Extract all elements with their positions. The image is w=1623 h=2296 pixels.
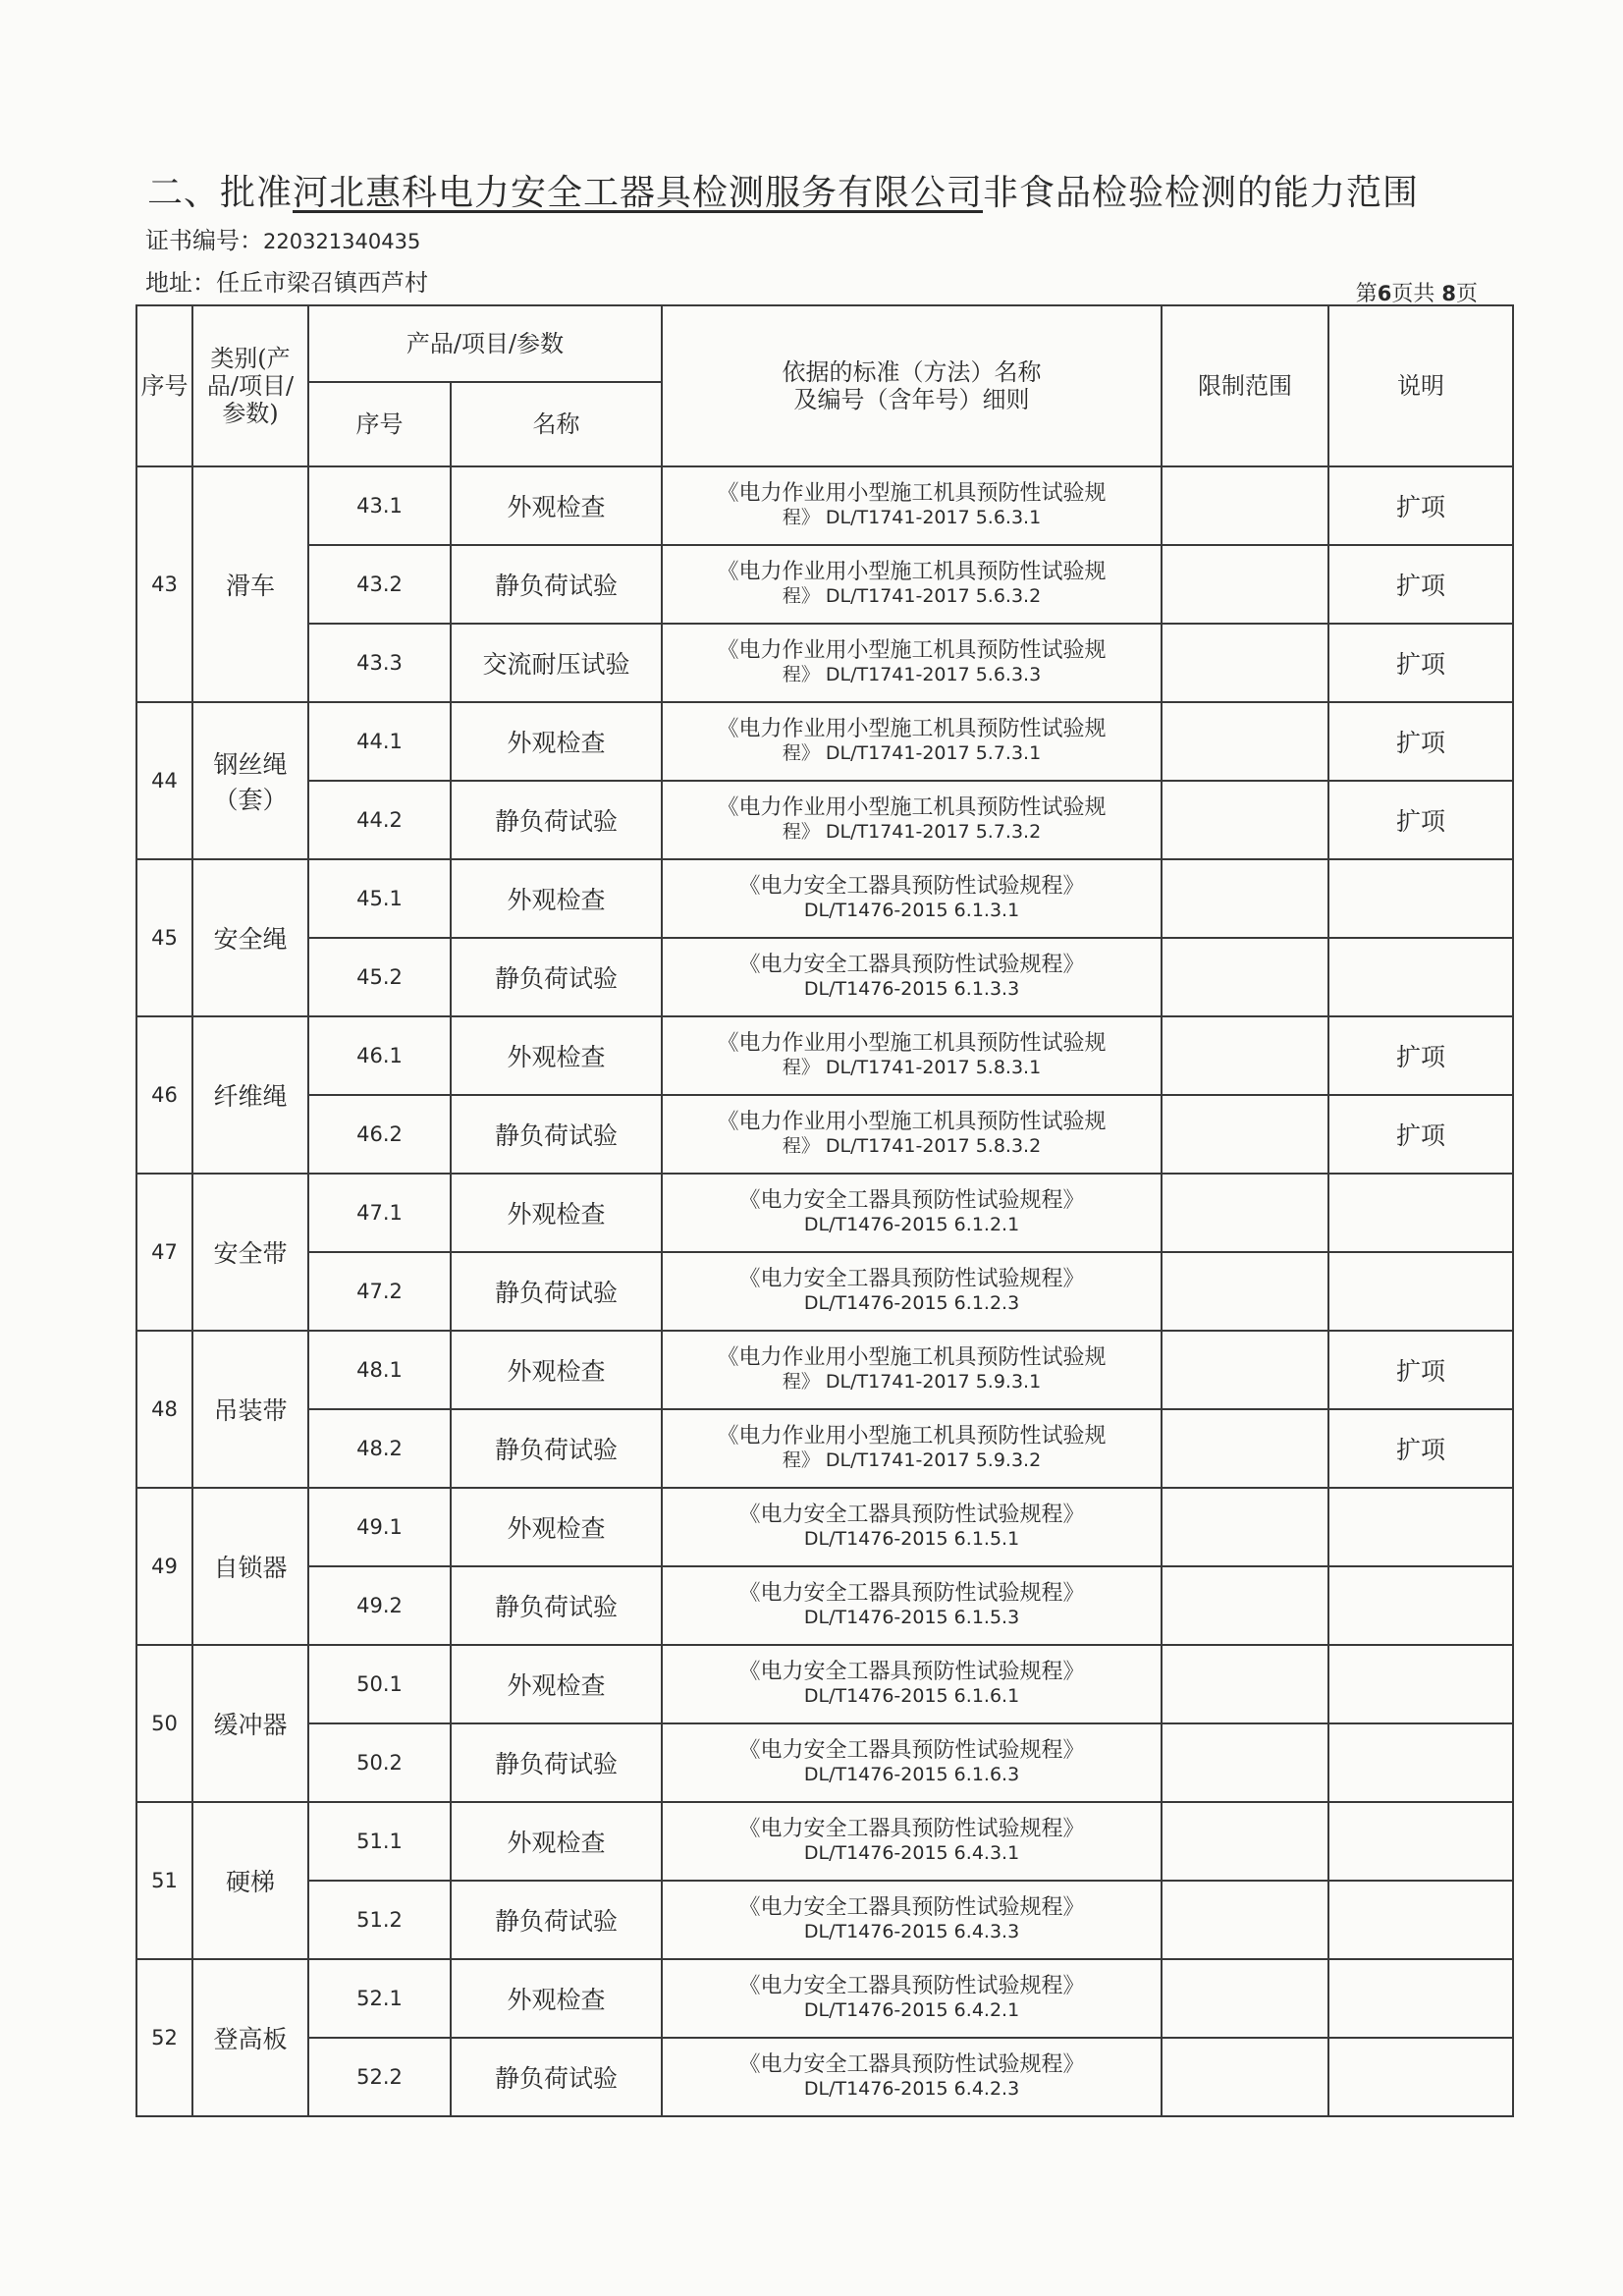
item-standard: [662, 1566, 1162, 1645]
table-row: [136, 624, 1513, 702]
item-standard: [662, 624, 1162, 702]
table-row: [136, 1016, 1513, 1095]
item-limit: [1162, 781, 1328, 859]
table-row: [136, 1881, 1513, 1959]
table-row: [136, 1252, 1513, 1331]
item-limit: [1162, 1723, 1328, 1802]
item-standard: [662, 1645, 1162, 1723]
header-standard-line2: 及编号（含年号）细则: [793, 386, 1030, 413]
item-note: [1328, 1488, 1513, 1566]
table-row: [136, 1723, 1513, 1802]
item-name: 静负荷试验: [451, 2038, 662, 2116]
item-limit: [1162, 1959, 1328, 2038]
group-number: 48: [136, 1331, 192, 1488]
group-number: 52: [136, 1959, 192, 2116]
item-seq: 44.1: [308, 702, 451, 781]
standard-code: 程》 DL/T1741-2017 5.6.3.3: [782, 664, 1042, 685]
item-seq: 45.1: [308, 859, 451, 938]
item-seq: 47.1: [308, 1174, 451, 1252]
page-indicator: [1356, 277, 1478, 307]
group-number: 45: [136, 859, 192, 1016]
standard-code: DL/T1476-2015 6.1.2.1: [803, 1214, 1020, 1235]
group-category: 吊装带: [192, 1331, 308, 1488]
item-seq: 48.1: [308, 1331, 451, 1409]
header-category-label: 类别(产品/项目/参数): [206, 345, 295, 427]
item-name: 外观检查: [451, 1174, 662, 1252]
item-standard: [662, 1488, 1162, 1566]
table-row: [136, 938, 1513, 1016]
table-row: [136, 1566, 1513, 1645]
item-name: 交流耐压试验: [451, 624, 662, 702]
page-current: 6: [1377, 282, 1392, 305]
group-number: 51: [136, 1802, 192, 1959]
item-note: [1328, 1252, 1513, 1331]
item-limit: [1162, 859, 1328, 938]
item-limit: [1162, 1645, 1328, 1723]
standard-code: DL/T1476-2015 6.1.5.3: [803, 1607, 1020, 1628]
group-number: 46: [136, 1016, 192, 1174]
header-limit: 限制范围: [1162, 305, 1328, 466]
item-name: 外观检查: [451, 1331, 662, 1409]
item-seq: 51.2: [308, 1881, 451, 1959]
table-row: [136, 1802, 1513, 1881]
item-seq: 51.1: [308, 1802, 451, 1881]
item-limit: [1162, 938, 1328, 1016]
page-suffix: 页: [1455, 282, 1478, 306]
item-name: 静负荷试验: [451, 545, 662, 624]
standard-title: 《电力作业用小型施工机具预防性试验规: [717, 1424, 1107, 1449]
item-standard: [662, 545, 1162, 624]
item-name: 静负荷试验: [451, 1409, 662, 1488]
item-seq: 46.2: [308, 1095, 451, 1174]
header-sub-name: 名称: [451, 382, 662, 466]
group-category: 硬梯: [192, 1802, 308, 1959]
organization-name: 河北惠科电力安全工器具检测服务有限公司: [293, 173, 984, 213]
title-prefix: 二、批准: [147, 173, 294, 213]
item-name: 静负荷试验: [451, 1095, 662, 1174]
item-note: [1328, 1723, 1513, 1802]
item-seq: 43.1: [308, 466, 451, 545]
standard-title: 《电力安全工器具预防性试验规程》: [738, 1660, 1085, 1684]
item-seq: 52.1: [308, 1959, 451, 2038]
item-name: 静负荷试验: [451, 1881, 662, 1959]
capability-scope-table: [135, 304, 1514, 2117]
group-category: 登高板: [192, 1959, 308, 2116]
item-seq: 43.3: [308, 624, 451, 702]
item-seq: 44.2: [308, 781, 451, 859]
item-standard: [662, 1409, 1162, 1488]
item-limit: [1162, 1409, 1328, 1488]
standard-title: 《电力安全工器具预防性试验规程》: [738, 1581, 1085, 1606]
group-category: 缓冲器: [192, 1645, 308, 1802]
standard-title: 《电力作业用小型施工机具预防性试验规: [717, 1345, 1107, 1370]
standard-code: DL/T1476-2015 6.4.2.1: [803, 1999, 1020, 2021]
standard-code: DL/T1476-2015 6.1.3.3: [803, 978, 1020, 1000]
group-number: 43: [136, 466, 192, 702]
group-category: 钢丝绳（套）: [192, 702, 308, 859]
certificate-number: 220321340435: [263, 230, 421, 253]
standard-title: 《电力安全工器具预防性试验规程》: [738, 1738, 1085, 1763]
standard-title: 《电力安全工器具预防性试验规程》: [738, 1188, 1085, 1213]
group-category: 安全绳: [192, 859, 308, 1016]
item-note: 扩项: [1328, 1095, 1513, 1174]
item-name: 静负荷试验: [451, 1723, 662, 1802]
page-prefix: 第: [1355, 282, 1378, 306]
standard-title: 《电力安全工器具预防性试验规程》: [738, 1503, 1085, 1527]
item-note: 扩项: [1328, 545, 1513, 624]
standard-title: 《电力作业用小型施工机具预防性试验规: [717, 560, 1107, 584]
table-row: [136, 1409, 1513, 1488]
item-note: [1328, 1566, 1513, 1645]
group-number: 47: [136, 1174, 192, 1331]
standard-code: 程》 DL/T1741-2017 5.7.3.1: [782, 742, 1042, 764]
item-standard: [662, 466, 1162, 545]
group-category: 安全带: [192, 1174, 308, 1331]
item-name: 外观检查: [451, 1802, 662, 1881]
item-note: [1328, 938, 1513, 1016]
certificate-label: 证书编号：: [145, 227, 263, 254]
item-limit: [1162, 1174, 1328, 1252]
item-name: 静负荷试验: [451, 1566, 662, 1645]
standard-code: DL/T1476-2015 6.1.5.1: [803, 1528, 1020, 1550]
table-row: [136, 1959, 1513, 2038]
group-category: 自锁器: [192, 1488, 308, 1645]
address-value: 任丘市梁召镇西芦村: [216, 269, 428, 297]
standard-code: 程》 DL/T1741-2017 5.9.3.2: [782, 1449, 1042, 1471]
table-row: [136, 1174, 1513, 1252]
item-name: 外观检查: [451, 1959, 662, 2038]
item-standard: [662, 2038, 1162, 2116]
standard-code: DL/T1476-2015 6.4.3.1: [803, 1842, 1020, 1864]
item-standard: [662, 1723, 1162, 1802]
item-standard: [662, 702, 1162, 781]
item-standard: [662, 1331, 1162, 1409]
group-number: 50: [136, 1645, 192, 1802]
item-seq: 48.2: [308, 1409, 451, 1488]
table-row: [136, 2038, 1513, 2116]
item-name: 外观检查: [451, 859, 662, 938]
item-note: 扩项: [1328, 781, 1513, 859]
standard-title: 《电力作业用小型施工机具预防性试验规: [717, 1110, 1107, 1134]
standard-code: DL/T1476-2015 6.4.2.3: [803, 2078, 1020, 2100]
table-row: [136, 1095, 1513, 1174]
table-row: [136, 702, 1513, 781]
standard-title: 《电力作业用小型施工机具预防性试验规: [717, 795, 1107, 820]
item-name: 外观检查: [451, 1645, 662, 1723]
item-standard: [662, 938, 1162, 1016]
standard-title: 《电力安全工器具预防性试验规程》: [738, 1817, 1085, 1841]
item-seq: 49.1: [308, 1488, 451, 1566]
item-seq: 49.2: [308, 1566, 451, 1645]
group-number: 44: [136, 702, 192, 859]
item-standard: [662, 1016, 1162, 1095]
item-name: 外观检查: [451, 702, 662, 781]
standard-code: DL/T1476-2015 6.1.6.3: [803, 1764, 1020, 1785]
title-suffix: 非食品检验检测的能力范围: [983, 173, 1420, 213]
standard-code: DL/T1476-2015 6.1.2.3: [803, 1292, 1020, 1314]
group-category: 滑车: [192, 466, 308, 702]
item-limit: [1162, 2038, 1328, 2116]
standard-code: DL/T1476-2015 6.1.3.1: [803, 900, 1020, 921]
item-standard: [662, 1252, 1162, 1331]
standard-code: 程》 DL/T1741-2017 5.6.3.2: [782, 585, 1042, 607]
item-note: 扩项: [1328, 702, 1513, 781]
item-standard: [662, 781, 1162, 859]
page-title: [147, 165, 1522, 215]
item-limit: [1162, 545, 1328, 624]
standard-code: DL/T1476-2015 6.4.3.3: [803, 1921, 1020, 1942]
standard-title: 《电力作业用小型施工机具预防性试验规: [717, 717, 1107, 741]
header-standard: [662, 305, 1162, 466]
item-name: 外观检查: [451, 1016, 662, 1095]
header-standard-line1: 依据的标准（方法）名称: [782, 358, 1042, 386]
table-row: [136, 1488, 1513, 1566]
item-limit: [1162, 1802, 1328, 1881]
item-standard: [662, 1959, 1162, 2038]
item-note: [1328, 1174, 1513, 1252]
item-name: 静负荷试验: [451, 781, 662, 859]
certificate-number-line: [145, 221, 420, 255]
item-name: 静负荷试验: [451, 938, 662, 1016]
header-product-group: 产品/项目/参数: [308, 305, 662, 382]
item-note: 扩项: [1328, 624, 1513, 702]
item-standard: [662, 1095, 1162, 1174]
standard-code: 程》 DL/T1741-2017 5.7.3.2: [782, 821, 1042, 843]
item-standard: [662, 1802, 1162, 1881]
standard-title: 《电力作业用小型施工机具预防性试验规: [717, 1031, 1107, 1056]
header-category: [192, 305, 308, 466]
item-note: [1328, 1645, 1513, 1723]
group-category: 纤维绳: [192, 1016, 308, 1174]
item-seq: 52.2: [308, 2038, 451, 2116]
item-seq: 47.2: [308, 1252, 451, 1331]
header-seq: 序号: [136, 305, 192, 466]
item-seq: 43.2: [308, 545, 451, 624]
table-row: [136, 781, 1513, 859]
item-standard: [662, 859, 1162, 938]
standard-title: 《电力安全工器具预防性试验规程》: [738, 1895, 1085, 1920]
header-sub-seq: 序号: [308, 382, 451, 466]
item-standard: [662, 1881, 1162, 1959]
item-limit: [1162, 466, 1328, 545]
item-note: 扩项: [1328, 1016, 1513, 1095]
item-seq: 50.1: [308, 1645, 451, 1723]
table-row: [136, 466, 1513, 545]
item-limit: [1162, 702, 1328, 781]
table-row: [136, 1645, 1513, 1723]
standard-code: 程》 DL/T1741-2017 5.9.3.1: [782, 1371, 1042, 1393]
standard-title: 《电力安全工器具预防性试验规程》: [738, 1267, 1085, 1291]
group-number: 49: [136, 1488, 192, 1645]
item-seq: 50.2: [308, 1723, 451, 1802]
item-name: 外观检查: [451, 1488, 662, 1566]
header-note: 说明: [1328, 305, 1513, 466]
item-limit: [1162, 1488, 1328, 1566]
item-note: [1328, 1959, 1513, 2038]
item-standard: [662, 1174, 1162, 1252]
table-row: [136, 1331, 1513, 1409]
standard-title: 《电力安全工器具预防性试验规程》: [738, 953, 1085, 977]
table-body: [136, 466, 1513, 2116]
table-row: [136, 859, 1513, 938]
address-label: 地址：: [145, 269, 216, 297]
item-note: [1328, 1881, 1513, 1959]
item-limit: [1162, 1331, 1328, 1409]
standard-title: 《电力作业用小型施工机具预防性试验规: [717, 481, 1107, 506]
item-limit: [1162, 1252, 1328, 1331]
item-limit: [1162, 624, 1328, 702]
item-note: 扩项: [1328, 1409, 1513, 1488]
page-total: 8: [1441, 282, 1456, 305]
standard-title: 《电力安全工器具预防性试验规程》: [738, 1974, 1085, 1998]
item-note: 扩项: [1328, 466, 1513, 545]
table-row: [136, 545, 1513, 624]
standard-code: 程》 DL/T1741-2017 5.8.3.1: [782, 1057, 1042, 1078]
item-seq: 46.1: [308, 1016, 451, 1095]
standard-title: 《电力作业用小型施工机具预防性试验规: [717, 638, 1107, 663]
standard-code: DL/T1476-2015 6.1.6.1: [803, 1685, 1020, 1707]
standard-code: 程》 DL/T1741-2017 5.8.3.2: [782, 1135, 1042, 1157]
item-name: 外观检查: [451, 466, 662, 545]
item-note: 扩项: [1328, 1331, 1513, 1409]
item-note: [1328, 1802, 1513, 1881]
address-line: [145, 263, 428, 298]
item-note: [1328, 859, 1513, 938]
standard-title: 《电力安全工器具预防性试验规程》: [738, 2052, 1085, 2077]
standard-code: 程》 DL/T1741-2017 5.6.3.1: [782, 507, 1042, 528]
item-limit: [1162, 1566, 1328, 1645]
item-limit: [1162, 1095, 1328, 1174]
item-name: 静负荷试验: [451, 1252, 662, 1331]
page-middle: 页共: [1391, 282, 1435, 306]
item-limit: [1162, 1016, 1328, 1095]
standard-title: 《电力安全工器具预防性试验规程》: [738, 874, 1085, 899]
item-seq: 45.2: [308, 938, 451, 1016]
item-note: [1328, 2038, 1513, 2116]
item-limit: [1162, 1881, 1328, 1959]
